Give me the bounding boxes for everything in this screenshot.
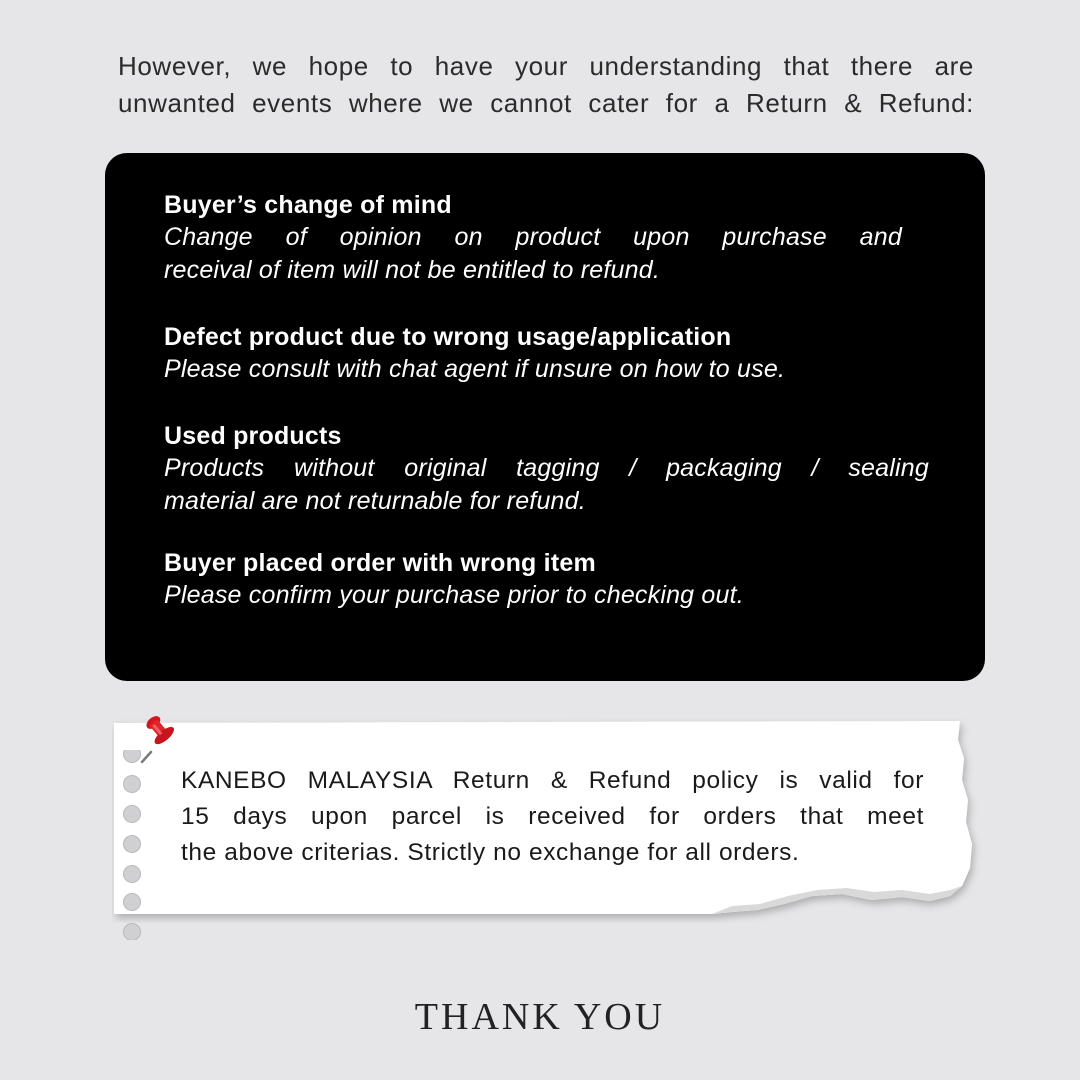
exception-title: Buyer placed order with wrong item — [164, 549, 596, 577]
policy-note — [112, 718, 982, 923]
exception-item — [164, 321, 944, 386]
intro-line: unwanted events where we cannot cater for a Return & Refund: — [118, 88, 974, 118]
exception-item — [164, 189, 902, 287]
exception-title: Buyer’s change of mind — [164, 191, 452, 219]
intro-line: However, we hope to have your understanding that there are — [118, 51, 974, 81]
push-pin-icon — [139, 712, 187, 764]
exception-description: Please consult with chat agent if unsure on how to use. — [164, 355, 786, 383]
exception-title: Defect product due to wrong usage/application — [164, 323, 732, 351]
policy-line: KANEBO MALAYSIA Return & Refund policy is valid for — [181, 767, 924, 794]
exceptions-card — [105, 153, 985, 681]
policy-text — [181, 763, 924, 871]
exception-item — [164, 547, 944, 612]
binder-holes — [122, 750, 144, 940]
policy-line: the above criterias. Strictly no exchange for all orders. — [181, 839, 800, 866]
thank-you-heading: THANK YOU — [414, 996, 666, 1038]
intro-text — [118, 48, 974, 122]
exception-item — [164, 420, 929, 518]
policy-line: 15 days upon parcel is received for orders that meet — [181, 803, 924, 830]
exception-description: Products without original tagging / packaging / sealing material are not returnable for refund. — [164, 454, 929, 515]
exception-description: Change of opinion on product upon purchase and receival of item will not be entitled to refund. — [164, 223, 902, 284]
exception-description: Please confirm your purchase prior to checking out. — [164, 581, 744, 609]
exception-title: Used products — [164, 422, 342, 450]
